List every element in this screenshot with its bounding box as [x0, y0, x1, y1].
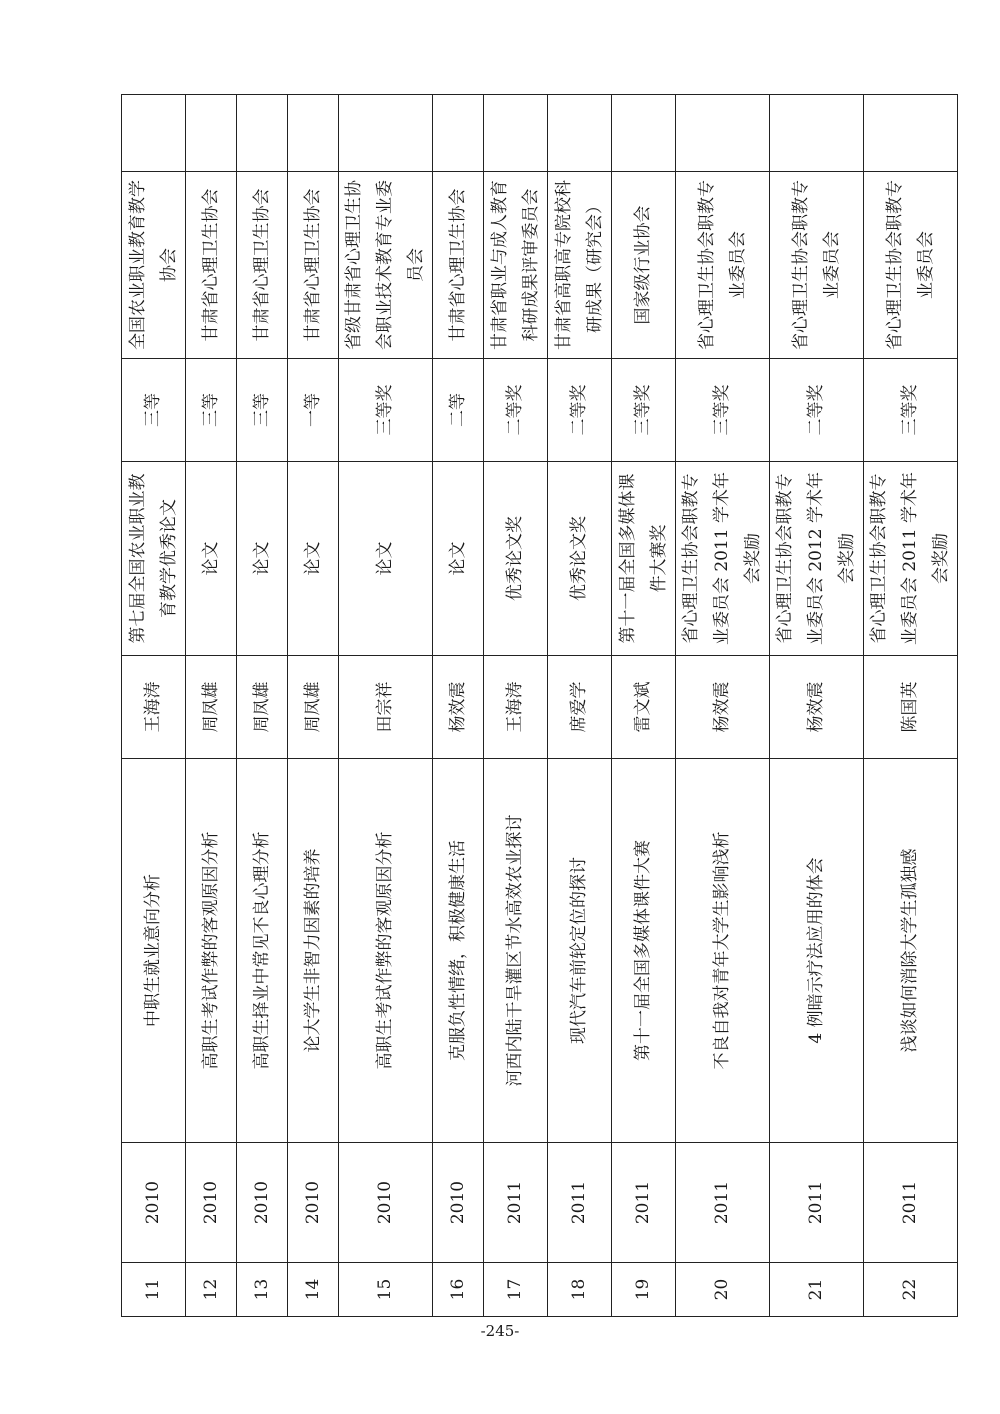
year-cell: 2011	[864, 1143, 958, 1263]
organization-cell: 甘肃省心理卫生协会	[237, 172, 288, 359]
year-cell: 2010	[186, 1143, 237, 1263]
grade-cell: 二等奖	[484, 359, 548, 462]
year-cell: 2010	[237, 1143, 288, 1263]
title-cell: 论大学生非智力因素的培养	[288, 759, 339, 1143]
organization-cell: 甘肃省心理卫生协会	[186, 172, 237, 359]
grade-cell: 二等	[433, 359, 484, 462]
author-cell: 陈国英	[864, 656, 958, 759]
remark-cell	[237, 95, 288, 172]
author-cell: 王海涛	[484, 656, 548, 759]
table-row	[864, 95, 958, 1317]
year-cell: 2010	[122, 1143, 186, 1263]
remark-cell	[122, 95, 186, 172]
organization-cell: 甘肃省职业与成人教育科研成果评审委员会	[484, 172, 548, 359]
year-cell: 2011	[612, 1143, 676, 1263]
year-cell: 2011	[484, 1143, 548, 1263]
organization-cell: 省级甘肃省心理卫生协会职业技术教育专业委员会	[339, 172, 433, 359]
grade-cell: 三等	[122, 359, 186, 462]
title-cell: 河西内陆干旱灌区节水高效农业探讨	[484, 759, 548, 1143]
year-cell: 2011	[770, 1143, 864, 1263]
title-cell: 浅谈如何消除大学生孤独感	[864, 759, 958, 1143]
remark-cell	[433, 95, 484, 172]
row-number: 11	[122, 1263, 186, 1317]
title-cell: 第十一届全国多媒体课件大赛	[612, 759, 676, 1143]
title-cell: 克服负性情绪，积极健康生活	[433, 759, 484, 1143]
grade-cell: 三等奖	[612, 359, 676, 462]
rotated-table-container	[121, 95, 951, 1317]
row-number: 12	[186, 1263, 237, 1317]
row-number: 19	[612, 1263, 676, 1317]
organization-cell: 国家级行业协会	[612, 172, 676, 359]
category-cell: 论文	[186, 462, 237, 656]
table-row	[484, 95, 548, 1317]
row-number: 13	[237, 1263, 288, 1317]
grade-cell: 二等奖	[770, 359, 864, 462]
category-cell: 第十一届全国多媒体课件大赛奖	[612, 462, 676, 656]
grade-cell: 二等奖	[548, 359, 612, 462]
organization-cell: 甘肃省心理卫生协会	[288, 172, 339, 359]
remark-cell	[770, 95, 864, 172]
title-cell: 中职生就业意向分析	[122, 759, 186, 1143]
title-cell: 高职生择业中常见不良心理分析	[237, 759, 288, 1143]
organization-cell: 省心理卫生协会职教专业委员会	[676, 172, 770, 359]
awards-table	[121, 94, 958, 1317]
category-cell: 优秀论文奖	[484, 462, 548, 656]
remark-cell	[676, 95, 770, 172]
remark-cell	[484, 95, 548, 172]
table-row	[186, 95, 237, 1317]
row-number: 16	[433, 1263, 484, 1317]
table-row	[433, 95, 484, 1317]
organization-cell: 省心理卫生协会职教专业委员会	[864, 172, 958, 359]
title-cell: 4 例暗示疗法应用的体会	[770, 759, 864, 1143]
row-number: 17	[484, 1263, 548, 1317]
table-row	[122, 95, 186, 1317]
grade-cell: 三等奖	[339, 359, 433, 462]
author-cell: 杨效震	[433, 656, 484, 759]
title-cell: 不良自我对青年大学生影响浅析	[676, 759, 770, 1143]
grade-cell: 一等	[288, 359, 339, 462]
table-row	[288, 95, 339, 1317]
category-cell: 省心理卫生协会职教专业委员会 2011 学术年会奖励	[864, 462, 958, 656]
remark-cell	[864, 95, 958, 172]
table-row	[676, 95, 770, 1317]
year-cell: 2011	[548, 1143, 612, 1263]
row-number: 20	[676, 1263, 770, 1317]
author-cell: 周凤雄	[186, 656, 237, 759]
remark-cell	[548, 95, 612, 172]
category-cell: 省心理卫生协会职教专业委员会 2012 学术年会奖励	[770, 462, 864, 656]
author-cell: 雷文斌	[612, 656, 676, 759]
page-number: -245-	[480, 1322, 520, 1340]
table-row	[770, 95, 864, 1317]
title-cell: 现代汽车前轮定位的探讨	[548, 759, 612, 1143]
table-row	[237, 95, 288, 1317]
author-cell: 杨效震	[676, 656, 770, 759]
organization-cell: 全国农业职业教育教学协会	[122, 172, 186, 359]
category-cell: 论文	[288, 462, 339, 656]
organization-cell: 甘肃省心理卫生协会	[433, 172, 484, 359]
row-number: 22	[864, 1263, 958, 1317]
title-cell: 高职生考试作弊的客观原因分析	[186, 759, 237, 1143]
author-cell: 田宗祥	[339, 656, 433, 759]
table-row	[339, 95, 433, 1317]
author-cell: 杨效震	[770, 656, 864, 759]
year-cell: 2010	[433, 1143, 484, 1263]
row-number: 21	[770, 1263, 864, 1317]
remark-cell	[288, 95, 339, 172]
author-cell: 周凤雄	[288, 656, 339, 759]
author-cell: 席爱学	[548, 656, 612, 759]
category-cell: 第七届全国农业职业教育教学优秀论文	[122, 462, 186, 656]
grade-cell: 三等	[237, 359, 288, 462]
category-cell: 论文	[339, 462, 433, 656]
category-cell: 优秀论文奖	[548, 462, 612, 656]
remark-cell	[339, 95, 433, 172]
category-cell: 论文	[433, 462, 484, 656]
grade-cell: 三等	[186, 359, 237, 462]
grade-cell: 三等奖	[864, 359, 958, 462]
grade-cell: 三等奖	[676, 359, 770, 462]
category-cell: 省心理卫生协会职教专业委员会 2011 学术年会奖励	[676, 462, 770, 656]
row-number: 14	[288, 1263, 339, 1317]
author-cell: 周凤雄	[237, 656, 288, 759]
organization-cell: 省心理卫生协会职教专业委员会	[770, 172, 864, 359]
table-row	[548, 95, 612, 1317]
year-cell: 2010	[288, 1143, 339, 1263]
organization-cell: 甘肃省高职高专院校科研成果（研究会）	[548, 172, 612, 359]
author-cell: 王海涛	[122, 656, 186, 759]
year-cell: 2011	[676, 1143, 770, 1263]
title-cell: 高职生考试作弊的客观原因分析	[339, 759, 433, 1143]
row-number: 15	[339, 1263, 433, 1317]
row-number: 18	[548, 1263, 612, 1317]
year-cell: 2010	[339, 1143, 433, 1263]
table-row	[612, 95, 676, 1317]
remark-cell	[186, 95, 237, 172]
category-cell: 论文	[237, 462, 288, 656]
remark-cell	[612, 95, 676, 172]
